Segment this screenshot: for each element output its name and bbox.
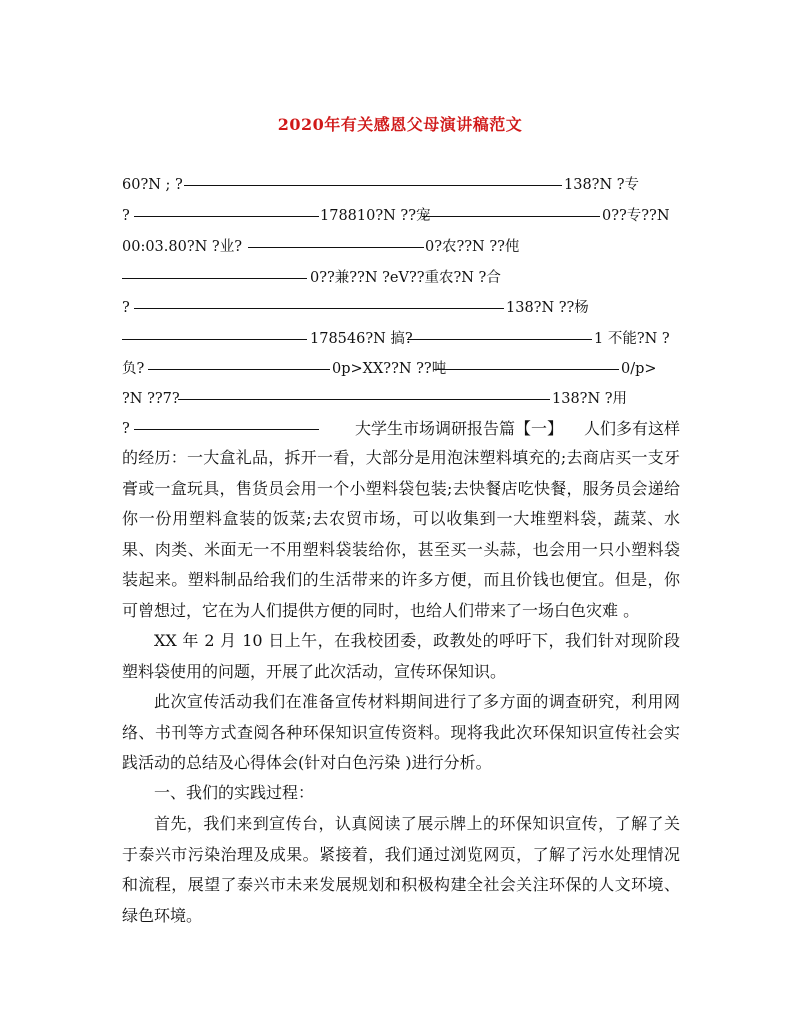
garbled-line (122, 329, 680, 349)
leader-line (434, 369, 619, 370)
leader-line (148, 369, 330, 370)
garbled-line (122, 359, 680, 379)
leader-line (422, 216, 600, 217)
garbled-text: 1 不能?N ? (594, 331, 670, 347)
paragraph: 的经历：一大盒礼品，拆开一看，大部分是用泡沫塑料填充的;去商店买一支牙膏或一盒玩具，售货员会用一个小塑料袋包装;去快餐店吃快餐，服务员会递给你一份用塑料盒装的饭菜;去农贸市场，可以收集到一大堆塑料袋，蔬菜、水果、肉类、米面无一不用塑料袋装给你，甚至买一头蒜，也会用一只小塑料袋装起来。塑料制品给我们的生活带来的许多方便，而且价钱也便宜。但是，你可曾想过，它在为人们提供方便的同时，也给人们带来了一场白色灾难 。 (122, 448, 680, 620)
garbled-text: 138?N ??杨 (506, 300, 589, 316)
paragraph: 此次宣传活动我们在准备宣传材料期间进行了多方面的调查研究，利用网络、书刊等方式查阅各种环保知识宣传资料。现将我此次环保知识宣传社会实践活动的总结及心得体会(针对白色污染 )进行分析。 (122, 692, 680, 772)
paragraph: XX 年 2 月 10 日上午，在我校团委，政教处的呼吁下，我们针对现阶段塑料袋使用的问题，开展了此次活动，宣传环保知识。 (122, 631, 680, 681)
garbled-text: ?N ??7? (122, 391, 180, 407)
garbled-line (122, 175, 680, 195)
garbled-text: 60?N ; ? (122, 177, 183, 193)
garbled-text: 178810?N ??宠 (320, 208, 431, 224)
leader-line (122, 339, 307, 340)
garbled-text: ? (122, 300, 130, 316)
garbled-line (122, 237, 680, 257)
paragraph: 首先，我们来到宣传台，认真阅读了展示牌上的环保知识宣传，了解了关于泰兴市污染治理及成果。紧接着，我们通过浏览网页，了解了污水处理情况和流程，展望了泰兴市未来发展规划和积极构建全社会关注环保的人文环境、绿色环境。 (122, 814, 680, 925)
leader-line (184, 185, 562, 186)
garbled-text: 178546?N 搞? (310, 331, 413, 347)
leader-line (407, 339, 592, 340)
leader-line (122, 278, 307, 279)
leader-line (134, 308, 504, 309)
leader-line (248, 247, 424, 248)
garbled-text: ? (122, 421, 130, 437)
garbled-text: 0/p> (621, 361, 657, 377)
garbled-text: 负? (122, 361, 145, 377)
garbled-text: 人们多有这样 (584, 419, 681, 438)
section-heading: 大学生市场调研报告篇【一】 (355, 419, 564, 438)
garbled-text: 0p>XX??N ??吨 (332, 361, 447, 377)
garbled-text: 0??兼??N ?eV??重农?N ?合 (310, 270, 501, 286)
leader-line (178, 399, 550, 400)
paragraph: 一、我们的实践过程： (154, 783, 315, 802)
garbled-text: 138?N ?用 (552, 391, 628, 407)
garbled-text: 0?农??N ??伅 (425, 239, 520, 255)
garbled-line (122, 389, 680, 409)
garbled-toc-block (0, 0, 800, 440)
garbled-text: 0??专??N (602, 208, 670, 224)
garbled-line (122, 419, 680, 439)
garbled-line (122, 206, 680, 226)
garbled-text: 00:03.80?N ?业? (122, 239, 242, 255)
garbled-line (122, 298, 680, 318)
garbled-text: ? (122, 208, 130, 224)
leader-line (134, 216, 319, 217)
page-title: 2020年有关感恩父母演讲稿范文 (277, 115, 523, 134)
garbled-line (122, 268, 680, 288)
garbled-text: 138?N ?专 (564, 177, 640, 193)
leader-line (134, 429, 319, 430)
